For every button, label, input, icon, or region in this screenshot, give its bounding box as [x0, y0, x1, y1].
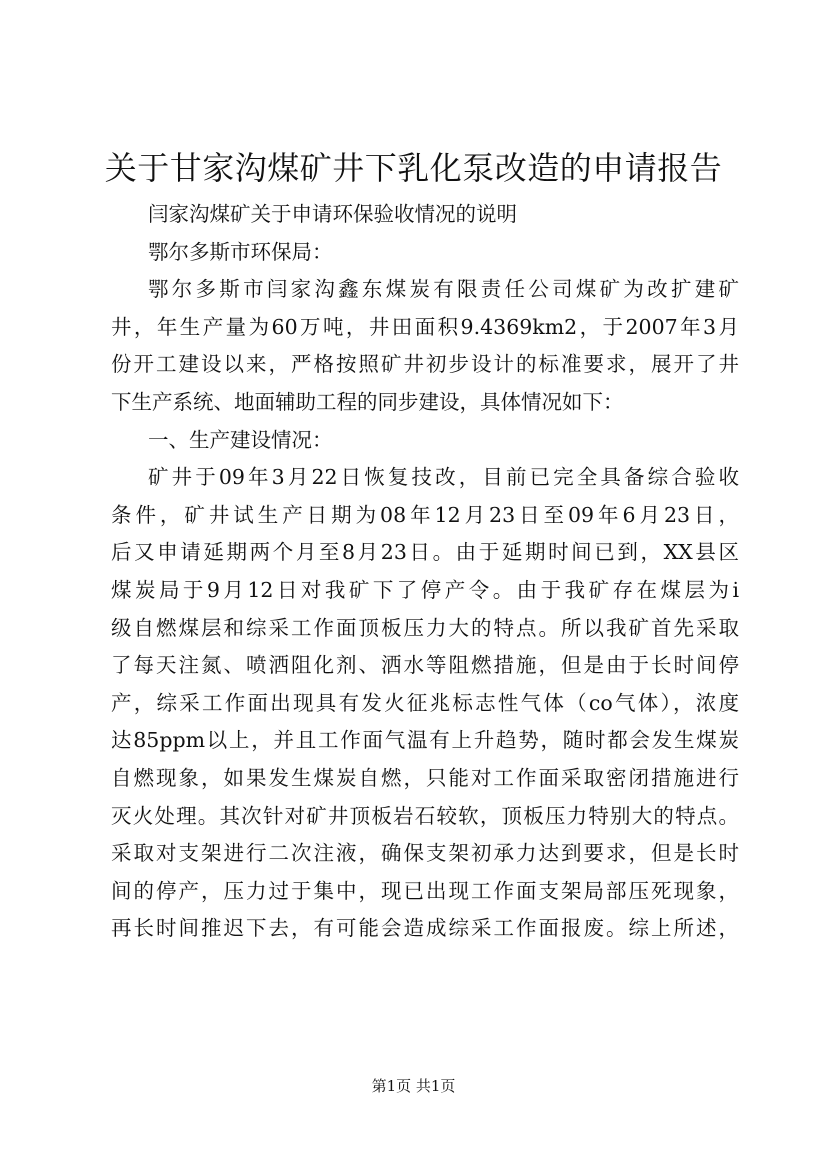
- paragraph-line: 煤炭局于9月12日对我矿下了停产令。由于我矿存在煤层为i: [111, 577, 739, 602]
- paragraph-line: 闫家沟煤矿关于申请环保验收情况的说明: [148, 202, 517, 226]
- paragraph-line: 后又申请延期两个月至8月23日。由于延期时间已到，XX县区: [111, 540, 739, 565]
- paragraph-line: 下生产系统、地面辅助工程的同步建设，具体情况如下：: [111, 389, 624, 414]
- paragraph-line: 采取对支架进行二次注液，确保支架初承力达到要求，但是长时: [111, 841, 739, 866]
- paragraph-line: 条件，矿井试生产日期为08年12月23日至09年6月23日，: [111, 502, 739, 527]
- paragraph-line: 自燃现象，如果发生煤炭自燃，只能对工作面采取密闭措施进行: [111, 765, 739, 790]
- paragraph-line: 间的停产，压力过于集中，现已出现工作面支架局部压死现象，: [111, 878, 739, 903]
- section-heading: 一、生产建设情况：: [148, 427, 333, 452]
- paragraph-line: 份开工建设以来，严格按照矿井初步设计的标准要求，展开了井: [111, 352, 739, 377]
- document-body: [111, 196, 739, 948]
- paragraph-line: 再长时间推迟下去，有可能会造成综采工作面报废。综上所述，: [111, 916, 739, 941]
- paragraph-line: 了每天注氮、喷洒阻化剂、洒水等阻燃措施，但是由于长时间停: [111, 653, 739, 678]
- paragraph-line: 达85ppm以上，并且工作面气温有上升趋势，随时都会发生煤炭: [111, 728, 739, 753]
- paragraph-line: 矿井于09年3月22日恢复技改，目前已完全具备综合验收: [148, 465, 739, 490]
- paragraph-line: 鄂尔多斯市环保局：: [148, 239, 333, 264]
- paragraph-line: 井，年生产量为60万吨，井田面积9.4369km2，于2007年3月: [111, 314, 739, 339]
- document-title: 关于甘家沟煤矿井下乳化泵改造的申请报告: [104, 149, 723, 187]
- paragraph-line: 产，综采工作面出现具有发火征兆标志性气体（co气体），浓度: [111, 690, 739, 715]
- page-number-footer: 第1页 共1页: [371, 1077, 456, 1095]
- paragraph-line: 灭火处理。其次针对矿井顶板岩石较软，顶板压力特别大的特点。: [111, 803, 739, 828]
- paragraph-line: 鄂尔多斯市闫家沟鑫东煤炭有限责任公司煤矿为改扩建矿: [148, 277, 739, 302]
- paragraph-line: 级自燃煤层和综采工作面顶板压力大的特点。所以我矿首先采取: [111, 615, 739, 640]
